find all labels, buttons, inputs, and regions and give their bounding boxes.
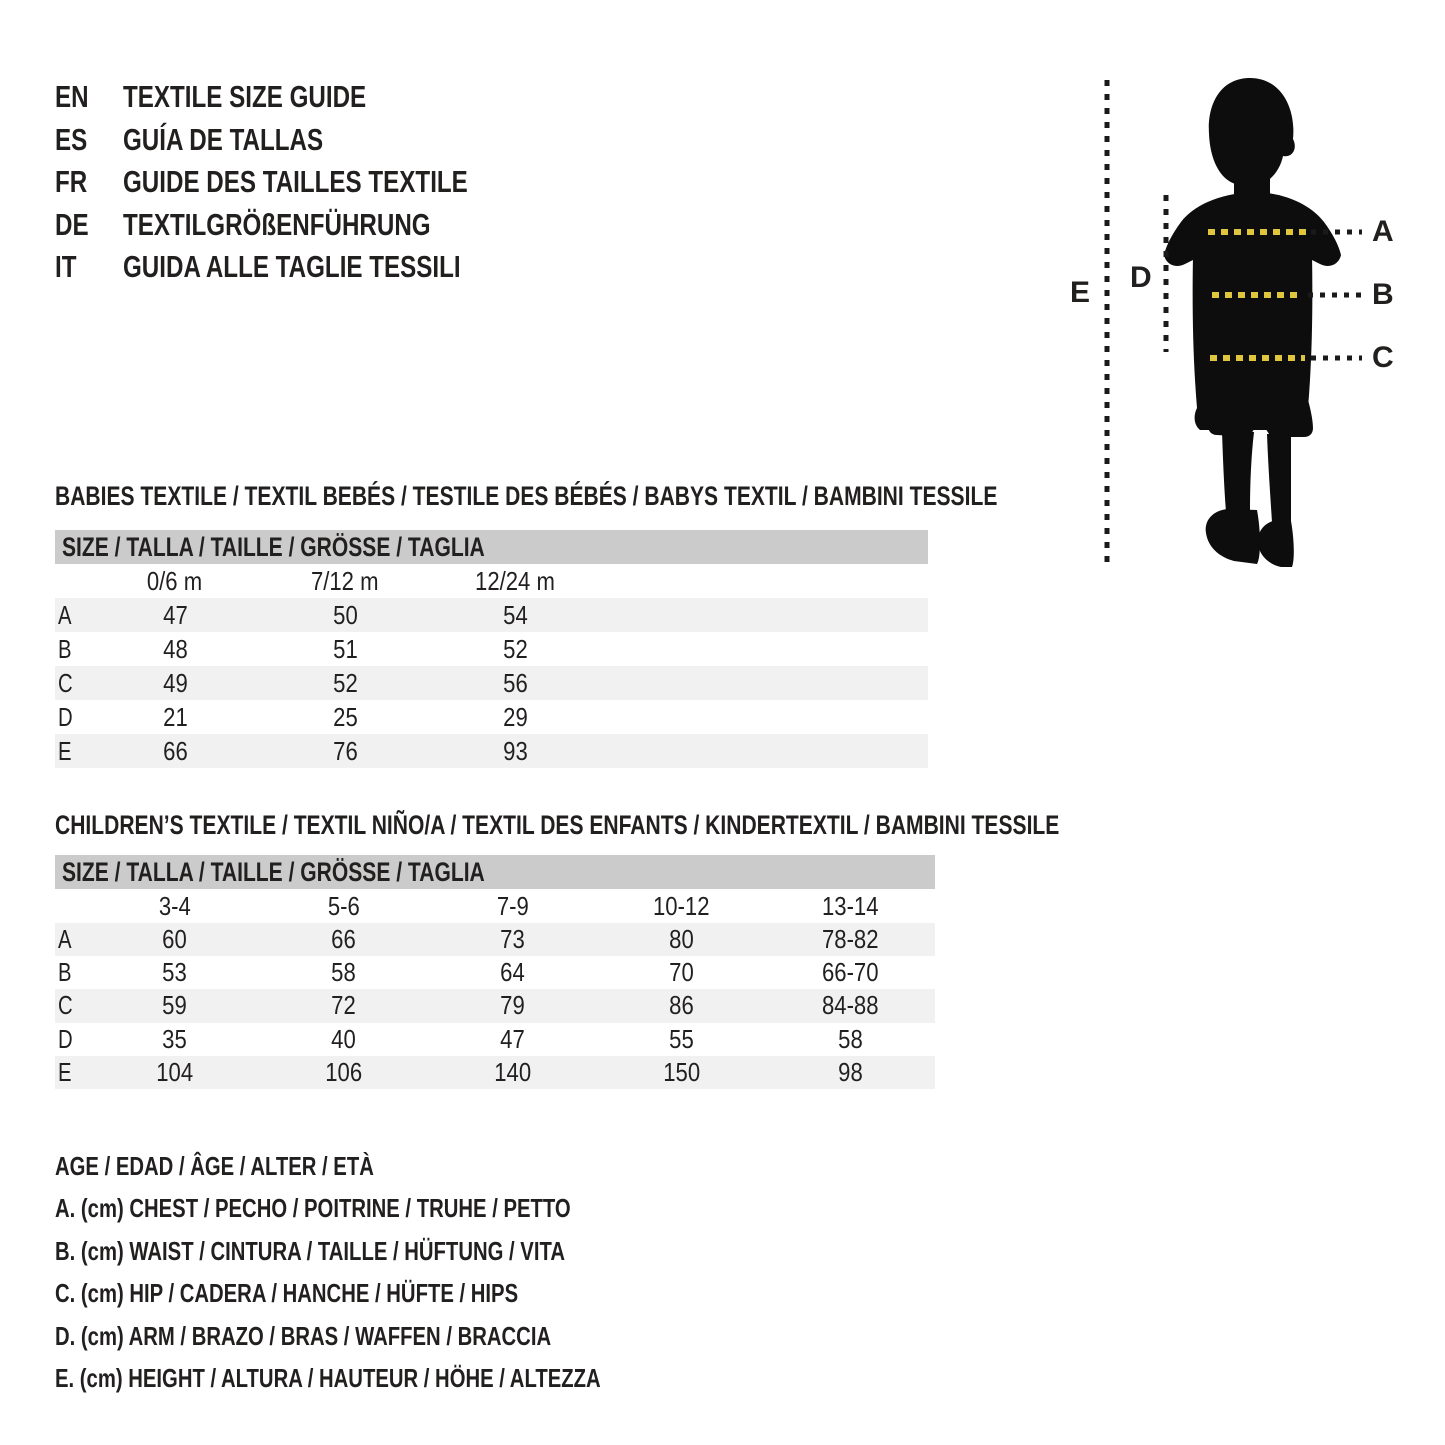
table-cell <box>597 957 766 988</box>
language-title-text: GUIDA ALLE TAGLIE TESSILI <box>123 249 461 285</box>
language-title <box>123 122 380 158</box>
cell-value: 80 <box>669 924 694 955</box>
column-header-text: 7-9 <box>496 890 529 921</box>
column-header <box>260 566 430 597</box>
measurement-legend <box>55 1145 755 1400</box>
language-row <box>55 246 565 289</box>
column-header <box>597 891 766 922</box>
language-row <box>55 204 565 247</box>
babies-section-title-text: BABIES TEXTILE / TEXTIL BEBÉS / TESTILE DES BÉBÉS / BABYS TEXTIL / BAMBINI TESSILE <box>55 481 998 511</box>
legend-line-age <box>55 1145 755 1188</box>
table-cell <box>766 990 935 1021</box>
table-cell <box>90 1024 259 1055</box>
cell-value: 50 <box>332 599 358 630</box>
language-code-text: IT <box>55 249 77 285</box>
legend-line-chest <box>55 1188 755 1231</box>
row-label <box>55 1024 90 1055</box>
table-row <box>55 989 935 1022</box>
children-section-title-text: CHILDREN’S TEXTILE / TEXTIL NIÑO/A / TEXTIL DES ENFANTS / KINDERTEXTIL / BAMBINI TESSILE <box>55 810 1060 840</box>
cell-value: 98 <box>838 1056 863 1087</box>
cell-value: 55 <box>669 1023 694 1054</box>
table-cell <box>597 924 766 955</box>
babies-table <box>55 564 928 768</box>
table-cell <box>260 668 430 699</box>
children-column-header-row <box>55 889 935 923</box>
cell-value: 104 <box>156 1056 193 1087</box>
table-cell <box>90 702 260 733</box>
table-row <box>55 1056 935 1089</box>
column-header <box>430 566 600 597</box>
measure-label-b: B <box>1372 278 1394 311</box>
language-title-text: TEXTILGRÖßENFÜHRUNG <box>123 206 431 242</box>
table-row <box>55 734 928 768</box>
language-title <box>123 164 565 200</box>
legend-line-height <box>55 1358 755 1401</box>
table-cell <box>766 1057 935 1088</box>
row-label-text: B <box>58 633 72 664</box>
cell-value: 66-70 <box>822 957 879 988</box>
table-cell <box>90 736 260 767</box>
language-code <box>55 249 123 285</box>
row-label <box>55 668 90 699</box>
cell-value: 54 <box>502 599 528 630</box>
row-label-text: A <box>58 599 72 630</box>
cell-value: 79 <box>500 990 525 1021</box>
table-cell <box>428 1024 597 1055</box>
table-cell <box>90 634 260 665</box>
legend-text: A. (cm) CHEST / PECHO / POITRINE / TRUHE / PETTO <box>55 1193 571 1224</box>
table-cell <box>766 957 935 988</box>
cell-value: 66 <box>331 924 356 955</box>
silhouette-right-leg <box>1267 434 1291 522</box>
table-cell <box>90 600 260 631</box>
cell-value: 25 <box>332 701 358 732</box>
cell-value: 84-88 <box>822 990 879 1021</box>
language-code <box>55 122 123 158</box>
table-row <box>55 666 928 700</box>
legend-line-arm <box>55 1315 755 1358</box>
table-cell <box>430 702 600 733</box>
table-cell <box>259 1057 428 1088</box>
language-title <box>123 79 435 115</box>
table-row <box>55 923 935 956</box>
legend-line-waist <box>55 1230 755 1273</box>
row-label-text: C <box>58 667 73 698</box>
cell-value: 58 <box>838 1023 863 1054</box>
language-title-text: GUÍA DE TALLAS <box>123 121 324 157</box>
language-row <box>55 76 565 119</box>
silhouette-back-shoe <box>1258 521 1294 567</box>
children-table <box>55 889 935 1089</box>
cell-value: 21 <box>162 701 188 732</box>
column-header-text: 0/6 m <box>147 565 203 596</box>
table-cell <box>597 990 766 1021</box>
language-code-text: EN <box>55 79 89 115</box>
cell-value: 64 <box>500 957 525 988</box>
measure-label-c: C <box>1372 341 1394 374</box>
table-cell <box>766 924 935 955</box>
table-cell <box>766 1024 935 1055</box>
column-header-text: 7/12 m <box>311 565 379 596</box>
table-row <box>55 956 935 989</box>
cell-value: 66 <box>162 735 188 766</box>
cell-value: 73 <box>500 924 525 955</box>
table-cell <box>428 924 597 955</box>
table-cell <box>260 702 430 733</box>
table-cell <box>259 1024 428 1055</box>
table-cell <box>90 1057 259 1088</box>
cell-value: 106 <box>325 1056 362 1087</box>
table-cell <box>597 1057 766 1088</box>
legend-text: E. (cm) HEIGHT / ALTURA / HAUTEUR / HÖHE / ALTEZZA <box>55 1363 601 1394</box>
babies-section-title <box>55 481 1263 512</box>
table-cell <box>430 736 600 767</box>
row-label-text: C <box>58 990 73 1021</box>
language-title <box>123 249 556 285</box>
children-size-header-bar <box>55 855 935 889</box>
table-row <box>55 1023 935 1056</box>
table-row <box>55 700 928 734</box>
measure-label-e: E <box>1070 276 1091 309</box>
row-label-text: E <box>58 735 72 766</box>
row-label <box>55 957 90 988</box>
children-section-title <box>55 810 1343 841</box>
column-header-text: 5-6 <box>327 890 360 921</box>
column-header <box>90 891 259 922</box>
language-code-text: ES <box>55 121 88 157</box>
row-label-text: D <box>58 701 73 732</box>
babies-size-header-text: SIZE / TALLA / TAILLE / GRÖSSE / TAGLIA <box>62 531 485 562</box>
cell-value: 52 <box>502 633 528 664</box>
table-cell <box>597 1024 766 1055</box>
cell-value: 56 <box>502 667 528 698</box>
table-cell <box>260 634 430 665</box>
legend-text: B. (cm) WAIST / CINTURA / TAILLE / HÜFTUNG / VITA <box>55 1235 565 1266</box>
row-label-text: D <box>58 1023 73 1054</box>
legend-text: D. (cm) ARM / BRAZO / BRAS / WAFFEN / BRACCIA <box>55 1320 552 1351</box>
cell-value: 58 <box>331 957 356 988</box>
row-label-text: B <box>58 957 72 988</box>
cell-value: 59 <box>162 990 187 1021</box>
row-label <box>55 702 90 733</box>
cell-value: 70 <box>669 957 694 988</box>
table-cell <box>428 957 597 988</box>
row-label <box>55 990 90 1021</box>
cell-value: 29 <box>502 701 528 732</box>
column-header-text: 12/24 m <box>475 565 555 596</box>
table-cell <box>430 634 600 665</box>
cell-value: 49 <box>162 667 188 698</box>
legend-text: C. (cm) HIP / CADERA / HANCHE / HÜFTE / HIPS <box>55 1278 519 1309</box>
legend-line-hip <box>55 1273 755 1316</box>
cell-value: 52 <box>332 667 358 698</box>
babies-column-header-row <box>55 564 928 598</box>
table-cell <box>90 924 259 955</box>
cell-value: 93 <box>502 735 528 766</box>
row-label <box>55 736 90 767</box>
row-label-text: A <box>58 924 72 955</box>
cell-value: 40 <box>331 1023 356 1054</box>
language-code <box>55 207 123 243</box>
row-label <box>55 924 90 955</box>
table-cell <box>430 668 600 699</box>
table-cell <box>260 736 430 767</box>
language-code-text: DE <box>55 206 89 242</box>
cell-value: 48 <box>162 633 188 664</box>
silhouette-front-shoe <box>1206 509 1260 564</box>
table-row <box>55 598 928 632</box>
column-header <box>428 891 597 922</box>
cell-value: 35 <box>162 1023 187 1054</box>
row-label-text: E <box>58 1056 72 1087</box>
table-cell <box>428 990 597 1021</box>
cell-value: 76 <box>332 735 358 766</box>
cell-value: 78-82 <box>822 924 879 955</box>
column-header <box>90 566 260 597</box>
table-row <box>55 632 928 666</box>
row-label <box>55 634 90 665</box>
cell-value: 51 <box>332 633 358 664</box>
language-title-text: TEXTILE SIZE GUIDE <box>123 79 367 115</box>
babies-size-header-bar <box>55 530 928 564</box>
language-code <box>55 79 123 115</box>
cell-value: 60 <box>162 924 187 955</box>
legend-text: AGE / EDAD / ÂGE / ALTER / ETÀ <box>55 1150 374 1181</box>
row-label <box>55 1057 90 1088</box>
cell-value: 72 <box>331 990 356 1021</box>
cell-value: 47 <box>162 599 188 630</box>
language-row <box>55 119 565 162</box>
table-cell <box>90 957 259 988</box>
language-title-list <box>55 76 565 289</box>
cell-value: 140 <box>494 1056 531 1087</box>
cell-value: 53 <box>162 957 187 988</box>
measure-label-a: A <box>1372 215 1394 248</box>
column-header-text: 13-14 <box>822 890 879 921</box>
row-label <box>55 600 90 631</box>
language-code <box>55 164 123 200</box>
table-cell <box>259 957 428 988</box>
column-header <box>259 891 428 922</box>
language-row <box>55 161 565 204</box>
measure-label-d: D <box>1130 261 1152 294</box>
column-header-text: 3-4 <box>158 890 191 921</box>
table-cell <box>428 1057 597 1088</box>
cell-value: 47 <box>500 1023 525 1054</box>
table-cell <box>90 990 259 1021</box>
cell-value: 150 <box>663 1056 700 1087</box>
children-size-header-text: SIZE / TALLA / TAILLE / GRÖSSE / TAGLIA <box>62 856 485 887</box>
language-title <box>123 207 517 243</box>
column-header-text: 10-12 <box>653 890 710 921</box>
table-cell <box>259 924 428 955</box>
language-title-text: GUIDE DES TAILLES TEXTILE <box>123 164 468 200</box>
table-cell <box>430 600 600 631</box>
table-cell <box>260 600 430 631</box>
cell-value: 86 <box>669 990 694 1021</box>
language-code-text: FR <box>55 164 88 200</box>
column-header <box>766 891 935 922</box>
table-cell <box>259 990 428 1021</box>
table-cell <box>90 668 260 699</box>
